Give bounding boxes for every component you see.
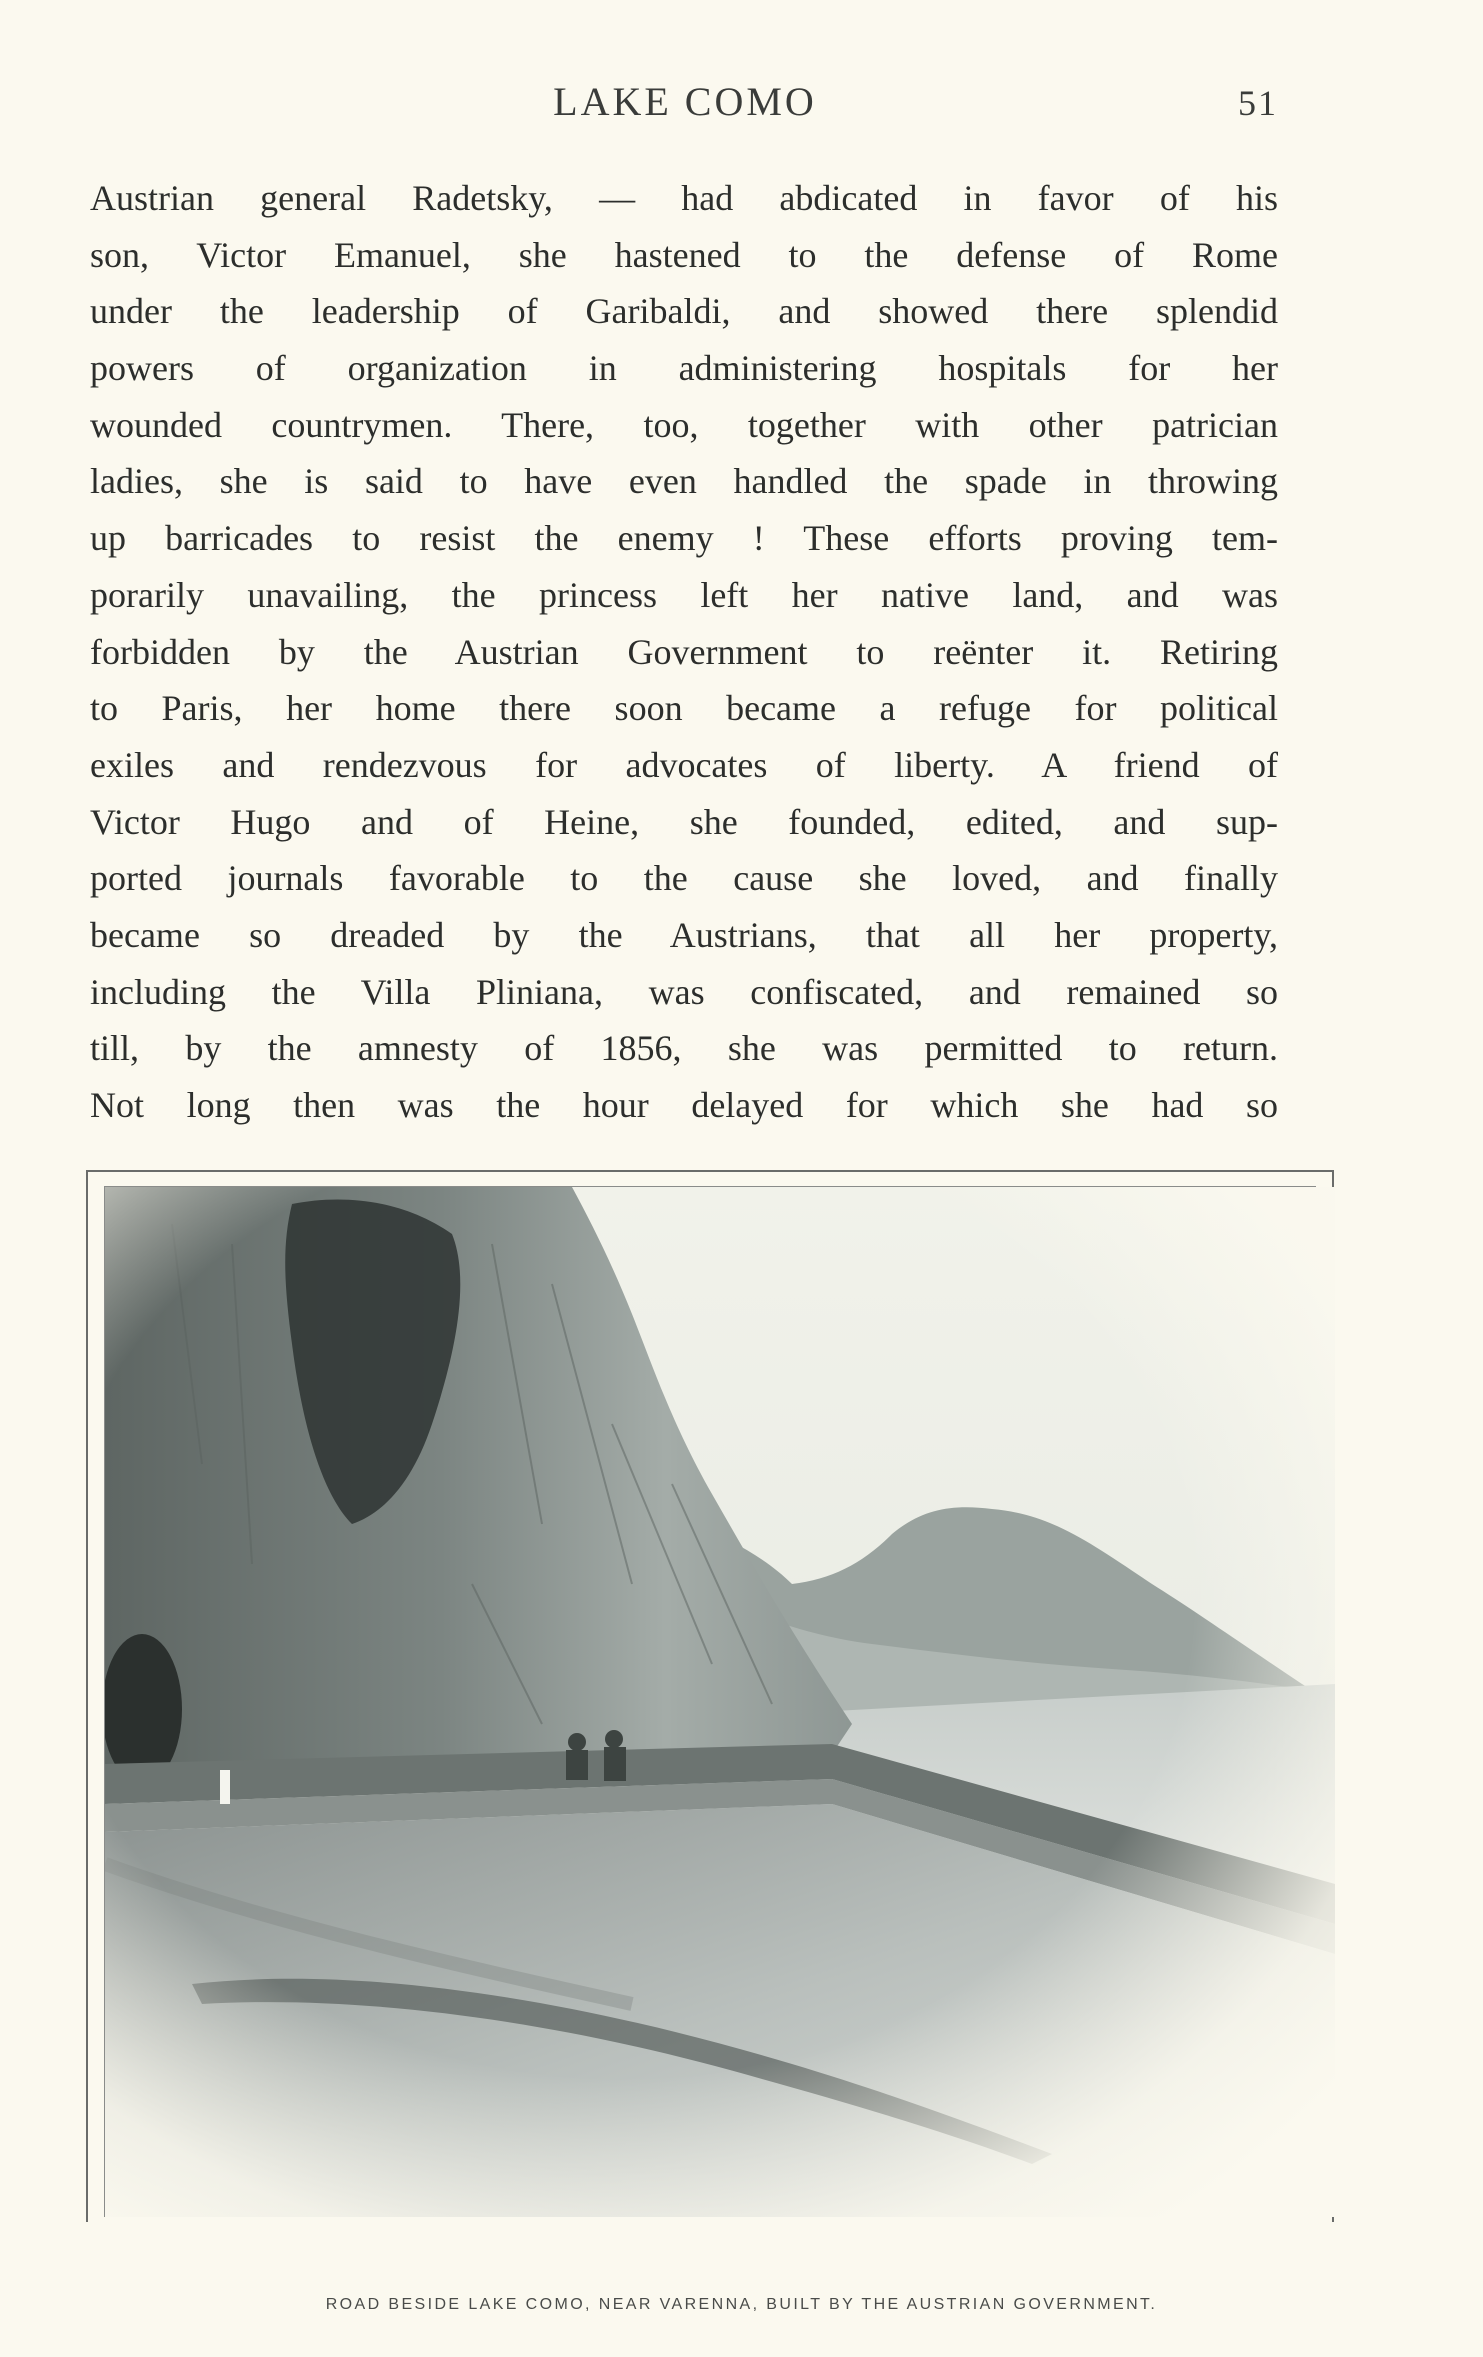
- text-line: became so dreaded by the Austrians, that all her property,: [90, 914, 1278, 955]
- text-line: to Paris, her home there soon became a refuge for political: [90, 688, 1278, 729]
- text-line: ladies, she is said to have even handled the spade in throwing: [90, 461, 1278, 502]
- lake-road-photograph: [72, 1164, 1372, 2234]
- text-line: exiles and rendezvous for advocates of liberty. A friend of: [90, 744, 1278, 785]
- body-text: [90, 170, 1278, 1134]
- text-line: under the leadership of Garibaldi, and showed there splendid: [90, 291, 1278, 332]
- text-line: wounded countrymen. There, too, together with other patrician: [90, 404, 1278, 445]
- running-head: [0, 78, 1483, 128]
- text-line: porarily unavailing, the princess left her native land, and was: [90, 574, 1278, 615]
- text-line: up barricades to resist the enemy ! These efforts proving tem-: [90, 518, 1278, 559]
- illustration-caption: ROAD BESIDE LAKE COMO, NEAR VARENNA, BUILT BY THE AUSTRIAN GOVERNMENT.: [325, 2296, 1158, 2313]
- text-line: ported journals favorable to the cause she loved, and finally: [90, 858, 1278, 899]
- page-number: 51: [1238, 83, 1278, 123]
- text-line: Victor Hugo and of Heine, she founded, edited, and sup-: [90, 801, 1278, 842]
- text-line: son, Victor Emanuel, she hastened to the defense of Rome: [90, 234, 1278, 275]
- text-line: forbidden by the Austrian Government to reënter it. Retiring: [90, 631, 1278, 672]
- running-title: LAKE COMO: [553, 79, 817, 124]
- text-line: Not long then was the hour delayed for which she had so: [90, 1085, 1278, 1125]
- text-line: till, by the amnesty of 1856, she was permitted to return.: [90, 1028, 1278, 1069]
- text-line: Austrian general Radetsky, — had abdicated in favor of his: [90, 178, 1278, 218]
- text-line: powers of organization in administering hospitals for her: [90, 348, 1278, 389]
- photo-plate: [72, 1164, 1372, 2234]
- text-line: including the Villa Pliniana, was confiscated, and remained so: [90, 971, 1278, 1012]
